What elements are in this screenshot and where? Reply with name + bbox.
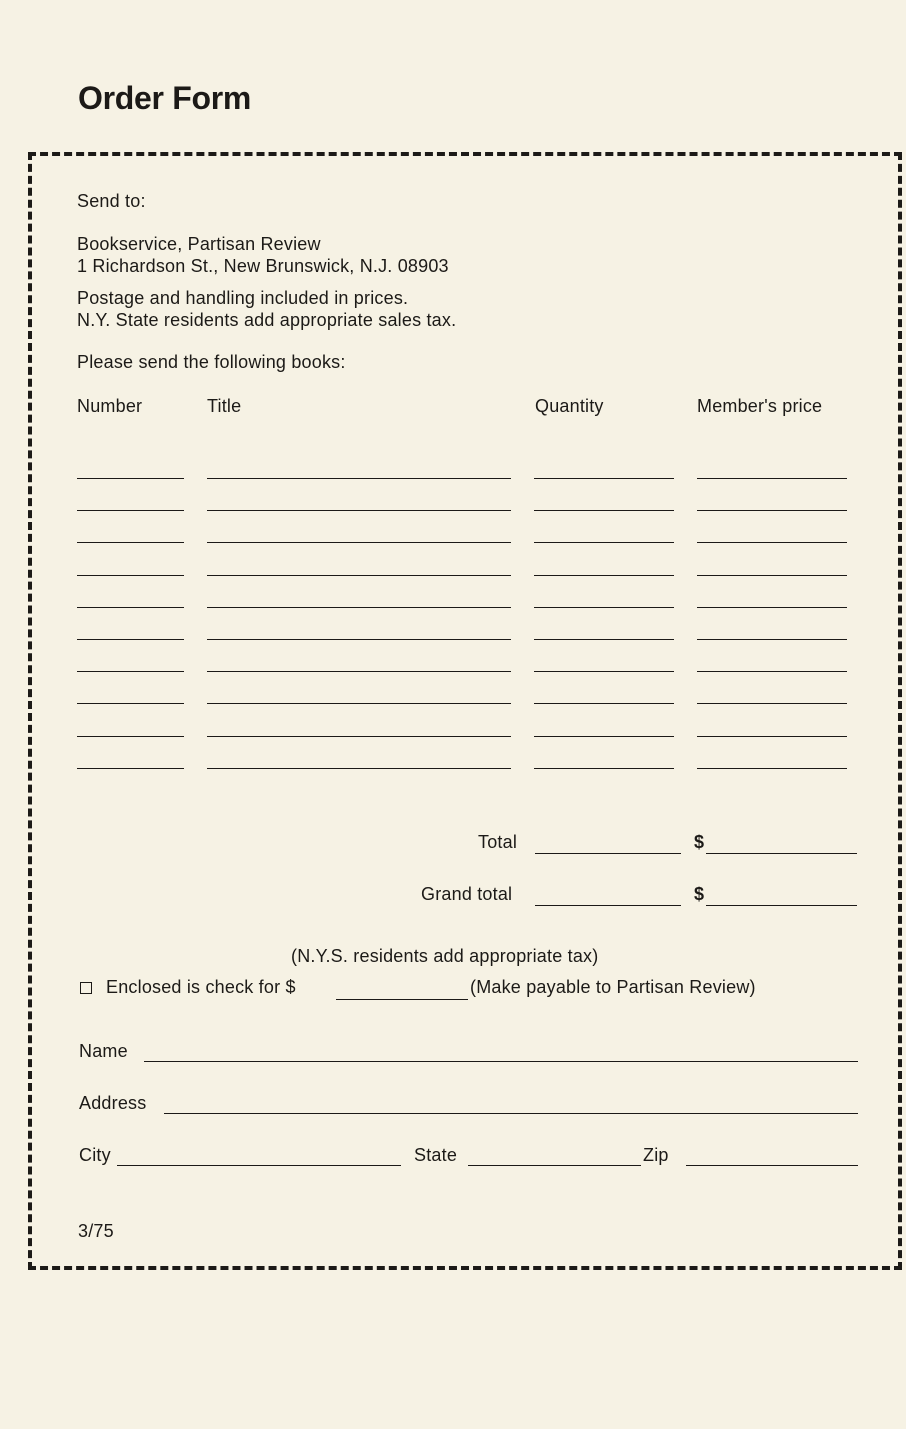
state-label: State: [414, 1145, 458, 1165]
postage-note: Postage and handling included in prices.: [77, 288, 409, 308]
order-row-6-quantity-blank[interactable]: [534, 639, 674, 640]
order-row-5-number-blank[interactable]: [77, 607, 184, 608]
address-line-1: Bookservice, Partisan Review: [77, 234, 321, 254]
city-label: City: [79, 1145, 111, 1165]
order-row-8-price-blank[interactable]: [697, 703, 847, 704]
payable-note: (Make payable to Partisan Review): [470, 977, 756, 997]
order-row-2-price-blank[interactable]: [697, 510, 847, 511]
total-amount-blank[interactable]: [706, 853, 857, 854]
order-row-4-title-blank[interactable]: [207, 575, 511, 576]
order-row-8-title-blank[interactable]: [207, 703, 511, 704]
grand-total-amount-blank[interactable]: [706, 905, 857, 906]
order-row-6-number-blank[interactable]: [77, 639, 184, 640]
order-row-4-quantity-blank[interactable]: [534, 575, 674, 576]
order-row-3-title-blank[interactable]: [207, 542, 511, 543]
name-label: Name: [79, 1041, 128, 1061]
order-row-9-price-blank[interactable]: [697, 736, 847, 737]
order-row-1-number-blank[interactable]: [77, 478, 184, 479]
order-row-1-quantity-blank[interactable]: [534, 478, 674, 479]
address-label: Address: [79, 1093, 147, 1113]
check-checkbox[interactable]: [80, 982, 92, 994]
total-label: Total: [478, 832, 518, 852]
order-row-2-quantity-blank[interactable]: [534, 510, 674, 511]
order-row-4-number-blank[interactable]: [77, 575, 184, 576]
order-row-6-price-blank[interactable]: [697, 639, 847, 640]
column-header-number: Number: [77, 396, 143, 416]
order-row-7-title-blank[interactable]: [207, 671, 511, 672]
page-title: Order Form: [78, 80, 252, 116]
order-row-1-price-blank[interactable]: [697, 478, 847, 479]
total-quantity-blank[interactable]: [535, 853, 681, 854]
check-label: Enclosed is check for $: [106, 977, 296, 997]
check-amount-blank[interactable]: [336, 999, 468, 1000]
nys-tax-note: (N.Y.S. residents add appropriate tax): [291, 946, 599, 966]
column-header-quantity: Quantity: [535, 396, 604, 416]
order-row-9-number-blank[interactable]: [77, 736, 184, 737]
order-row-4-price-blank[interactable]: [697, 575, 847, 576]
order-row-7-price-blank[interactable]: [697, 671, 847, 672]
column-header-price: Member's price: [697, 396, 823, 416]
order-row-10-price-blank[interactable]: [697, 768, 847, 769]
order-row-2-number-blank[interactable]: [77, 510, 184, 511]
order-row-10-title-blank[interactable]: [207, 768, 511, 769]
order-row-2-title-blank[interactable]: [207, 510, 511, 511]
order-row-3-price-blank[interactable]: [697, 542, 847, 543]
address-line-2: 1 Richardson St., New Brunswick, N.J. 08903: [77, 256, 449, 276]
total-dollar-sign: $: [694, 832, 705, 852]
state-field[interactable]: [468, 1165, 641, 1166]
order-row-5-quantity-blank[interactable]: [534, 607, 674, 608]
request-line: Please send the following books:: [77, 352, 346, 372]
grand-total-label: Grand total: [421, 884, 513, 904]
grand-total-dollar-sign: $: [694, 884, 705, 904]
name-field[interactable]: [144, 1061, 858, 1062]
city-field[interactable]: [117, 1165, 401, 1166]
order-row-7-quantity-blank[interactable]: [534, 671, 674, 672]
order-row-7-number-blank[interactable]: [77, 671, 184, 672]
zip-label: Zip: [643, 1145, 669, 1165]
order-row-9-quantity-blank[interactable]: [534, 736, 674, 737]
order-row-5-title-blank[interactable]: [207, 607, 511, 608]
order-row-9-title-blank[interactable]: [207, 736, 511, 737]
order-row-6-title-blank[interactable]: [207, 639, 511, 640]
tax-note: N.Y. State residents add appropriate sales tax.: [77, 310, 457, 330]
form-code: 3/75: [78, 1221, 114, 1241]
order-row-10-number-blank[interactable]: [77, 768, 184, 769]
order-row-8-number-blank[interactable]: [77, 703, 184, 704]
send-to-label: Send to:: [77, 191, 146, 211]
order-row-3-quantity-blank[interactable]: [534, 542, 674, 543]
address-field[interactable]: [164, 1113, 858, 1114]
order-row-10-quantity-blank[interactable]: [534, 768, 674, 769]
order-row-5-price-blank[interactable]: [697, 607, 847, 608]
zip-field[interactable]: [686, 1165, 858, 1166]
grand-total-quantity-blank[interactable]: [535, 905, 681, 906]
order-row-3-number-blank[interactable]: [77, 542, 184, 543]
order-row-1-title-blank[interactable]: [207, 478, 511, 479]
order-row-8-quantity-blank[interactable]: [534, 703, 674, 704]
column-header-title: Title: [207, 396, 242, 416]
